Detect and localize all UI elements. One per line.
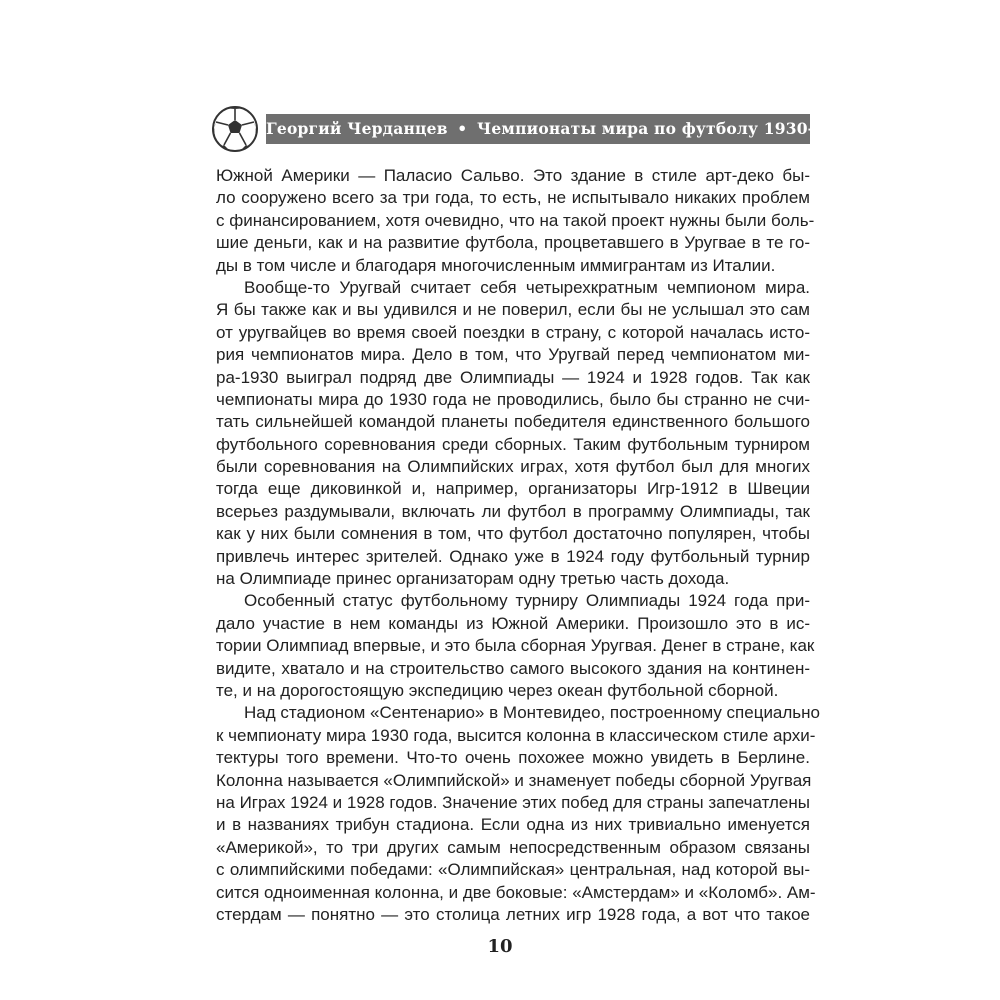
text-line: Южной Америки — Паласио Сальво. Это здание в стиле арт-деко бы- [216,166,810,185]
text-line: Над стадионом «Сентенарио» в Монтевидео, построенному специально [244,703,821,723]
text-line: Колонна называется «Олимпийской» и знаменует победы сборной Уругвая [216,770,812,790]
text-line: шие деньги, как и на развитие футбола, процветавшего в Уругвае в те го- [216,233,810,253]
text-line: ло сооружено всего за три года, то есть, не испытывало никаких проблем [216,188,810,208]
text-line: стердам — понятно — это столица летних игр 1928 года, а вот что такое [216,904,810,924]
page-number: 10 [487,936,513,957]
text-line: на Играх 1924 и 1928 годов. Значение этих побед для страны запечатлены [216,792,810,812]
text-line: как у них были сомнения в том, что футбол достаточно популярен, чтобы [216,524,810,544]
text-line: «Америкой», то три других самым непосредственным образом связаны [216,837,810,857]
text-line: рия чемпионатов мира. Дело в том, что Уругвай перед чемпионатом ми- [216,345,810,365]
body-text [216,165,821,926]
text-line: чемпионаты мира до 1930 года не проводились, было бы странно не счи- [216,389,810,409]
text-line: к чемпионату мира 1930 года, высится колонна в классическом стиле архи- [216,725,816,745]
text-line: на Олимпиаде принес организаторам одну третью часть дохода. [216,569,730,589]
text-line: видите, хватало и на строительство самого высокого здания на континен- [216,658,810,678]
text-line: всерьез раздумывали, включать ли футбол в программу Олимпиады, так [216,501,810,521]
text-line: Особенный статус футбольному турниру Олимпиады 1924 года при- [244,591,810,611]
header-book-title: Чемпионаты мира по футболу 1930–2026 [477,119,860,138]
text-line: дало участие в нем команды из Южной Америки. Произошло это в ис- [216,613,810,633]
text-line: ра-1930 выиграл подряд две Олимпиады — 1924 и 1928 годов. Так как [216,367,810,387]
text-line: и в названиях трибун стадиона. Если одна из них тривиально именуется [216,815,810,835]
soccer-ball-icon [211,105,259,153]
running-header [266,114,860,144]
text-line: от уругвайцев во время своей поездки в страну, с которой началась исто- [216,322,810,342]
text-line: с финансированием, хотя очевидно, что на такой проект нужны были боль- [216,210,815,230]
text-line: тогда еще диковинкой и, например, организаторы Игр-1912 в Швеции [216,479,810,499]
text-line: с олимпийскими победами: «Олимпийская» центральная, над которой вы- [216,860,810,880]
header-separator: • [457,119,468,138]
header-author: Георгий Черданцев [266,119,448,138]
text-line: Я бы также как и вы удивился и не поверил, если бы не услышал это сам [216,300,810,320]
text-line: привлечь интерес зрителей. Однако уже в 1924 году футбольный турнир [216,546,810,566]
text-line: были соревнования на Олимпийских играх, хотя футбол был для многих [216,457,810,477]
text-line: тории Олимпиад впервые, и это была сборная Уругвая. Денег в стране, как [216,636,815,656]
text-line: сится одноименная колонна, и две боковые: «Амстердам» и «Коломб». Ам- [216,882,816,902]
text-line: ды в том числе и благодаря многочисленным иммигрантам из Италии. [216,255,776,275]
text-line: тектуры того времени. Что-то очень похожее можно увидеть в Берлине. [216,748,810,768]
text-line: футбольного соревнования среди сборных. Таким футбольным турниром [216,434,810,454]
text-line: Вообще-то Уругвай считает себя четырехкратным чемпионом мира. [244,277,810,297]
text-line: те, и на дорогостоящую экспедицию через океан футбольной сборной. [216,680,779,700]
text-line: тать сильнейшей командой планеты победителя единственного большого [216,412,810,432]
